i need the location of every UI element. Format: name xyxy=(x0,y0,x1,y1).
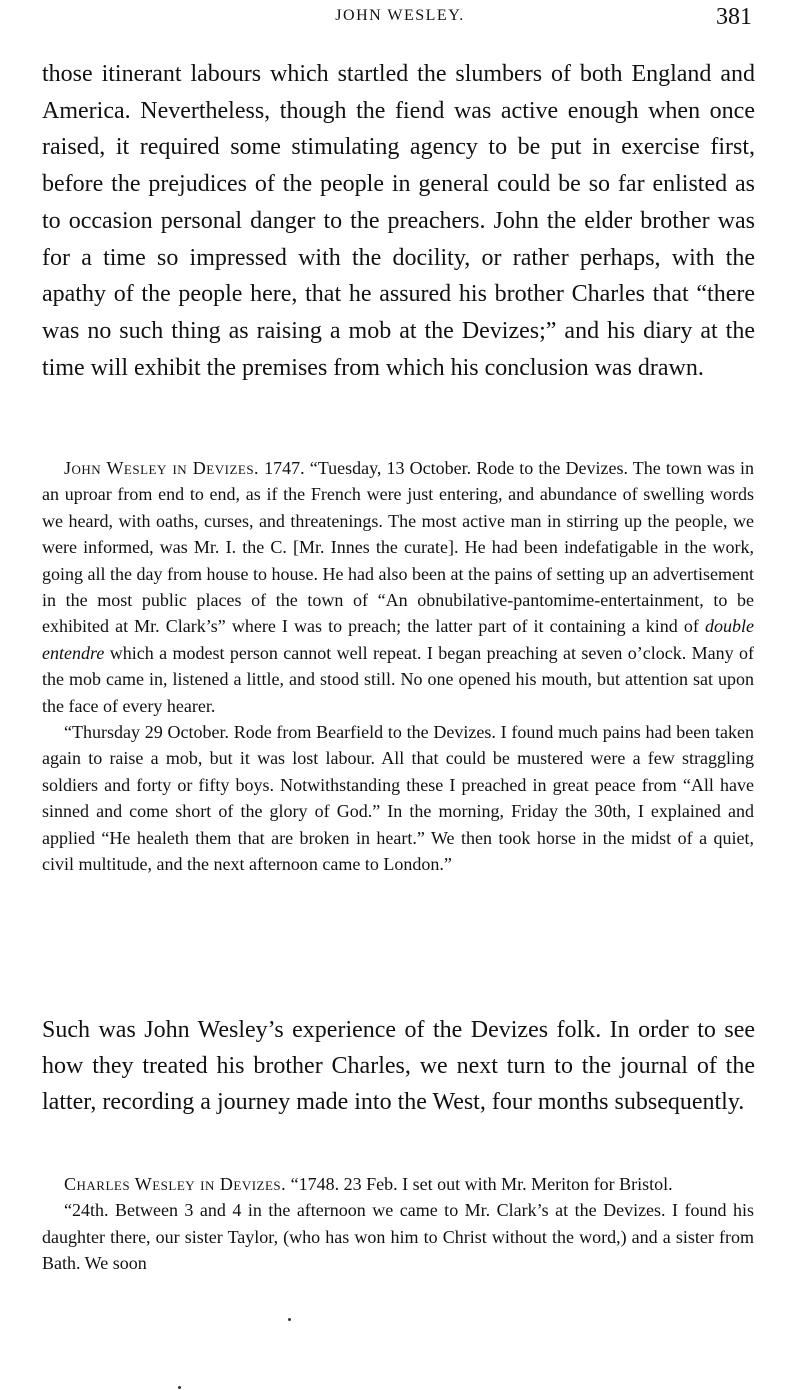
page-header xyxy=(0,4,800,34)
extract-john-wesley xyxy=(42,455,754,878)
extract-text: “1748. 23 Feb. I set out with Mr. Meriton for Bristol. xyxy=(290,1174,673,1194)
extract-text-end: which a modest person cannot well repeat. I began preaching at seven o’clock. Many of the mob came in, listened a little, and stood still. No one opened his mouth, but attention sat upon the face of every hearer. xyxy=(42,642,754,716)
extract-text: 1747. “Tuesday, 13 October. Rode to the Devizes. The town was in an uproar from end to end, as if the French were just entering, and abundance of swelling words we heard, with oaths, curses, and threatenings. The most active man in stirring up the people, we were informed, was Mr. I. the C. [Mr. Innes the curate]. He had been indefatigable in the work, going all the day from house to house. He had also been at the pains of setting up an advertisement in the most public places of the town of “An obnubilative-pantomime-entertainment, to be exhibited at Mr. Clark’s” where I was to preach; the latter part of it containing a kind of xyxy=(42,458,755,637)
extract-paragraph xyxy=(42,455,754,719)
paragraph-text: those itinerant labours which startled the slumbers of both England and America. Nevertheless, though the fiend was active enough when once raised, it required some stimulating agency to be put in exercise first, before the prejudices of the people in general could be so far enlisted as to occasion personal danger to the preachers. John the elder brother was for a time so impressed with the docility, or rather perhaps, with the apathy of the people here, that he assured his brother Charles that “there was no such thing as raising a mob at the Devizes;” and his diary at the time will exhibit the premises from which his conclusion was drawn. xyxy=(42,61,755,381)
extract-heading: Charles Wesley in Devizes. xyxy=(64,1174,287,1194)
extract-heading: John Wesley in Devizes. xyxy=(64,458,260,478)
body-paragraph-1 xyxy=(42,56,755,386)
page-number: 381 xyxy=(716,4,752,30)
running-title: JOHN WESLEY. xyxy=(335,7,465,24)
extract-paragraph: “Thursday 29 October. Rode from Bearfield to the Devizes. I found much pains had been taken again to raise a mob, but it was lost labour. All that could be mustered were a few straggling soldiers and forty or fifty boys. Notwithstanding these I preached in great peace from “All have sinned and come short of the glory of God.” In the morning, Friday the 30th, I explained and applied “He healeth them that are broken in heart.” We then took horse in the midst of a quiet, civil multitude, and the next afternoon came to London.” xyxy=(42,722,754,875)
extract-charles-wesley xyxy=(42,1171,754,1277)
italic-term: double entendre xyxy=(42,616,754,663)
paragraph-text: Such was John Wesley’s experience of the Devizes folk. In order to see how they treated his brother Charles, we next turn to the journal of the latter, recording a journey made into the West, four months subsequently. xyxy=(42,1017,755,1115)
scan-speck xyxy=(288,1318,291,1321)
body-paragraph-2 xyxy=(42,1012,755,1120)
extract-paragraph: “24th. Between 3 and 4 in the afternoon we came to Mr. Clark’s at the Devizes. I found his daughter there, our sister Taylor, (who has won him to Christ without the word,) and a sister from Bath. We soon xyxy=(42,1200,754,1274)
scan-speck xyxy=(178,1386,181,1389)
extract-paragraph xyxy=(42,1171,754,1197)
